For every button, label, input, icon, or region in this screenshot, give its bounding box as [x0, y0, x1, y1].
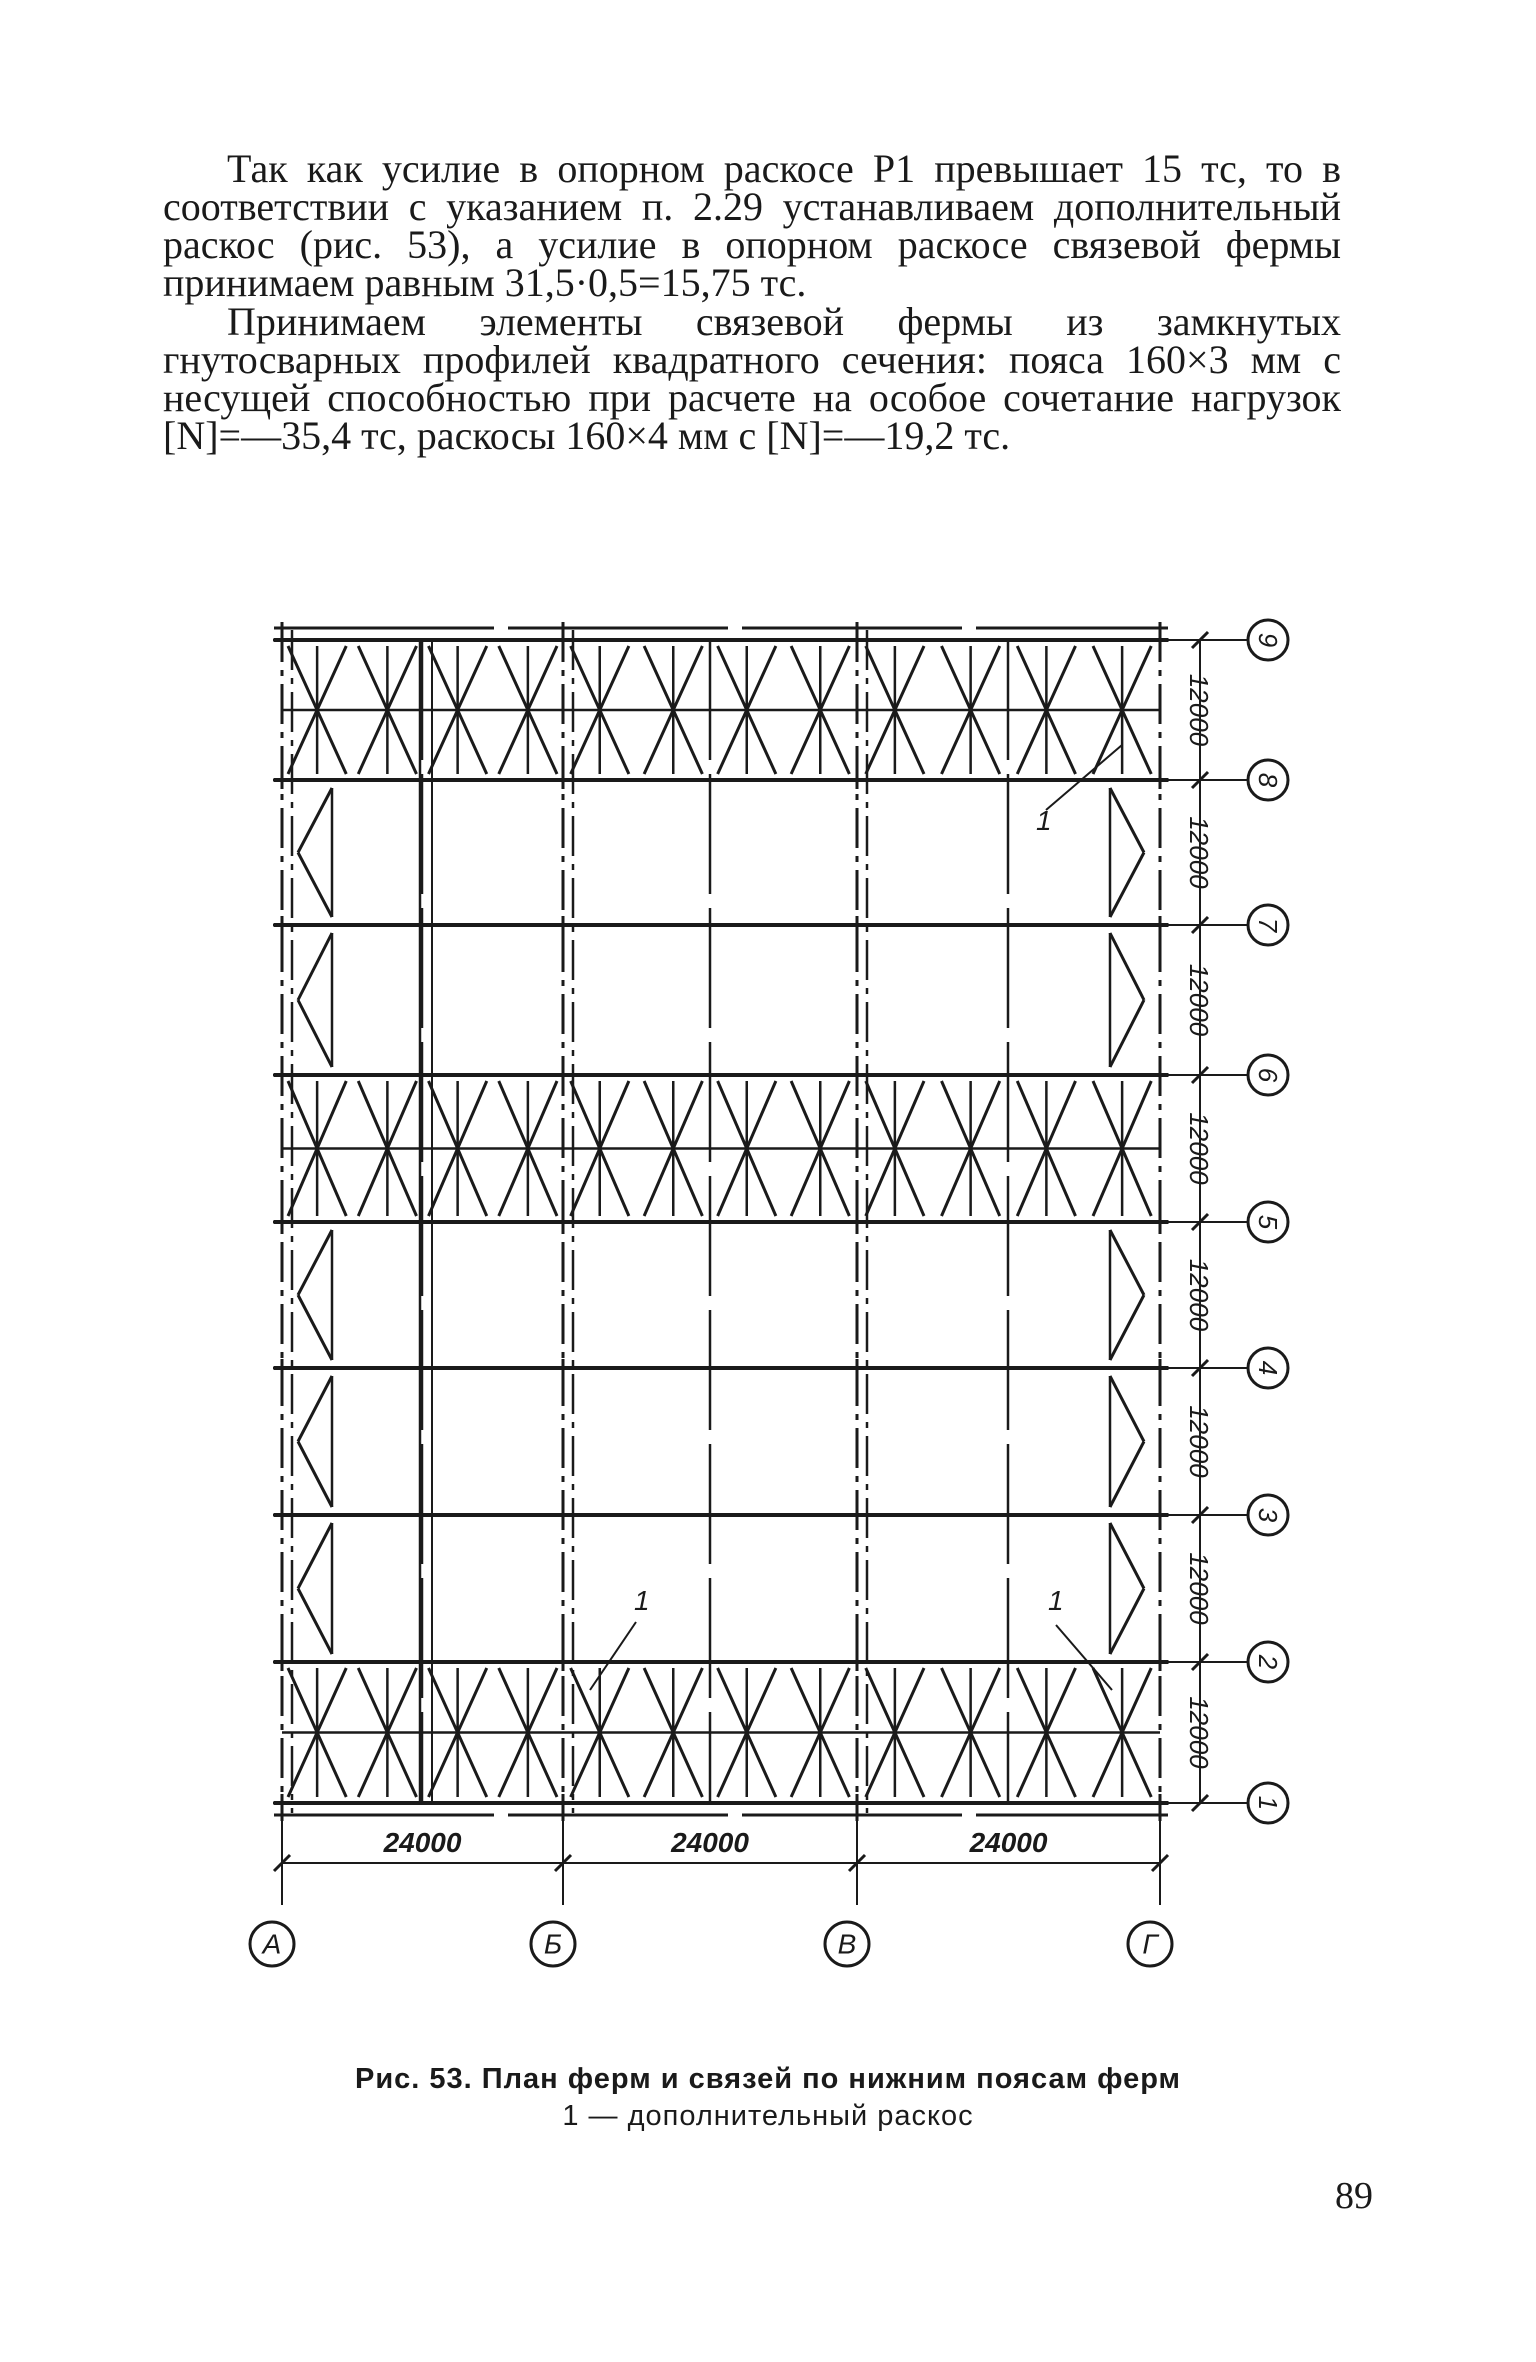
callout-leader	[1056, 1625, 1112, 1690]
bracing-middle-bay	[317, 1081, 346, 1149]
bracing-middle-bay	[895, 1149, 924, 1217]
row-span-label: 12000	[1184, 816, 1214, 889]
row-axis-label: 3	[1253, 1507, 1283, 1523]
bracing-end-bay-top	[1122, 646, 1151, 710]
bracing-end-bay-bottom	[1093, 1668, 1122, 1733]
bracing-end-bay-top	[1122, 710, 1151, 774]
bracing-middle-bay	[358, 1149, 387, 1217]
bracing-end-bay-top	[820, 646, 849, 710]
column-span-label: 24000	[671, 1827, 749, 1858]
bracing-end-bay-bottom	[673, 1668, 702, 1733]
row-span-label: 12000	[1184, 1405, 1214, 1478]
bracing-end-bay-bottom	[1017, 1668, 1046, 1733]
bracing-end-bay-top	[600, 646, 629, 710]
row-axis-label: 9	[1253, 632, 1283, 648]
paragraph-1: Так как усилие в опорном раскосе P1 превышает 15 тс, то в соответствии с указанием п. 2.29 устанавливаем дополнительный раскос (рис. 53), а усилие в опорном раскосе связевой фермы принимаем равным 31,5·0,5=15,75 тс.	[163, 146, 1341, 305]
column-axis-label: А	[262, 1928, 282, 1960]
side-truss-right	[1110, 1295, 1144, 1360]
bracing-end-bay-top	[1017, 710, 1046, 774]
bracing-end-bay-bottom	[718, 1668, 747, 1733]
bracing-end-bay-top	[718, 646, 747, 710]
bracing-end-bay-top	[358, 646, 387, 710]
bracing-end-bay-top	[942, 710, 971, 774]
bracing-middle-bay	[1017, 1149, 1046, 1217]
side-truss-right	[1110, 1523, 1144, 1589]
bracing-end-bay-bottom	[971, 1668, 1000, 1733]
bracing-end-bay-top	[1046, 646, 1075, 710]
row-axis-label: 5	[1253, 1214, 1283, 1230]
bracing-end-bay-top	[971, 710, 1000, 774]
side-truss-left	[298, 1589, 332, 1655]
bracing-middle-bay	[942, 1081, 971, 1149]
bracing-end-bay-top	[528, 710, 557, 774]
bracing-middle-bay	[1046, 1081, 1075, 1149]
bracing-end-bay-bottom	[791, 1733, 820, 1798]
bracing-end-bay-bottom	[499, 1733, 528, 1798]
bracing-middle-bay	[820, 1081, 849, 1149]
side-truss-right	[1110, 1589, 1144, 1655]
bracing-end-bay-top	[458, 646, 487, 710]
bracing-middle-bay	[499, 1149, 528, 1217]
bracing-end-bay-top	[895, 710, 924, 774]
row-span-label: 12000	[1184, 1696, 1214, 1769]
bracing-end-bay-top	[644, 710, 673, 774]
side-truss-left	[298, 1523, 332, 1589]
bracing-middle-bay	[747, 1149, 776, 1217]
bracing-end-bay-top	[673, 710, 702, 774]
column-axis-label: В	[837, 1928, 857, 1960]
bracing-middle-bay	[820, 1149, 849, 1217]
bracing-end-bay-bottom	[820, 1668, 849, 1733]
bracing-end-bay-bottom	[528, 1668, 557, 1733]
side-truss-left	[298, 788, 332, 853]
bracing-end-bay-top	[528, 646, 557, 710]
bracing-end-bay-top	[971, 646, 1000, 710]
bracing-end-bay-bottom	[458, 1668, 487, 1733]
bracing-end-bay-bottom	[1017, 1733, 1046, 1798]
side-truss-left	[298, 853, 332, 918]
bracing-end-bay-bottom	[866, 1668, 895, 1733]
bracing-end-bay-bottom	[317, 1668, 346, 1733]
bracing-middle-bay	[387, 1081, 416, 1149]
bracing-middle-bay	[644, 1081, 673, 1149]
row-axis-label: 7	[1253, 917, 1283, 933]
bracing-middle-bay	[673, 1081, 702, 1149]
bracing-end-bay-top	[1046, 710, 1075, 774]
bracing-end-bay-top	[866, 646, 895, 710]
bracing-end-bay-top	[820, 710, 849, 774]
bracing-end-bay-bottom	[571, 1733, 600, 1798]
bracing-end-bay-bottom	[971, 1733, 1000, 1798]
bracing-end-bay-top	[866, 710, 895, 774]
bracing-end-bay-top	[499, 646, 528, 710]
bracing-middle-bay	[791, 1149, 820, 1217]
bracing-middle-bay	[317, 1149, 346, 1217]
bracing-end-bay-top	[387, 646, 416, 710]
bracing-middle-bay	[718, 1149, 747, 1217]
bracing-end-bay-bottom	[644, 1668, 673, 1733]
bracing-middle-bay	[1017, 1081, 1046, 1149]
row-span-label: 12000	[1184, 673, 1214, 747]
bracing-end-bay-bottom	[571, 1668, 600, 1733]
bracing-end-bay-bottom	[718, 1733, 747, 1798]
bracing-middle-bay	[971, 1081, 1000, 1149]
bracing-middle-bay	[791, 1081, 820, 1149]
row-axis-label: 1	[1253, 1795, 1283, 1811]
bracing-middle-bay	[1093, 1149, 1122, 1217]
bracing-middle-bay	[528, 1081, 557, 1149]
bracing-end-bay-bottom	[1122, 1733, 1151, 1798]
side-truss-right	[1110, 788, 1144, 853]
bracing-middle-bay	[600, 1149, 629, 1217]
bracing-end-bay-bottom	[942, 1733, 971, 1798]
paragraph-2: Принимаем элементы связевой фермы из замкнутых гнутосварных профилей квадратного сечения: пояса 160×3 мм с несущей способностью при расчете на особое сочетание нагрузок [N]=—35,4 тс, раскосы 160×4 мм с [N]=—19,2 тс.	[163, 299, 1341, 458]
bracing-end-bay-top	[673, 646, 702, 710]
side-truss-right	[1110, 933, 1144, 1000]
side-truss-left	[298, 1442, 332, 1508]
bracing-end-bay-bottom	[1122, 1668, 1151, 1733]
bracing-end-bay-top	[387, 710, 416, 774]
bracing-end-bay-bottom	[528, 1733, 557, 1798]
bracing-middle-bay	[1046, 1149, 1075, 1217]
side-truss-right	[1110, 853, 1144, 918]
bracing-end-bay-top	[458, 710, 487, 774]
row-axis-label: 6	[1253, 1067, 1283, 1083]
bracing-end-bay-bottom	[644, 1733, 673, 1798]
callout-label: 1	[1048, 1585, 1064, 1616]
bracing-end-bay-bottom	[1093, 1733, 1122, 1798]
side-truss-right	[1110, 1442, 1144, 1508]
bracing-middle-bay	[673, 1149, 702, 1217]
side-truss-right	[1110, 1230, 1144, 1295]
bracing-end-bay-top	[1093, 646, 1122, 710]
bracing-end-bay-bottom	[895, 1668, 924, 1733]
bracing-end-bay-bottom	[791, 1668, 820, 1733]
row-axis-label: 2	[1253, 1654, 1283, 1670]
bracing-end-bay-bottom	[866, 1733, 895, 1798]
bracing-middle-bay	[1093, 1081, 1122, 1149]
bracing-end-bay-top	[571, 646, 600, 710]
callout-label: 1	[1036, 805, 1052, 836]
bracing-end-bay-top	[747, 710, 776, 774]
bracing-end-bay-bottom	[942, 1668, 971, 1733]
bracing-end-bay-bottom	[1046, 1733, 1075, 1798]
bracing-middle-bay	[358, 1081, 387, 1149]
bracing-end-bay-top	[1093, 710, 1122, 774]
bracing-middle-bay	[1122, 1081, 1151, 1149]
row-span-label: 12000	[1184, 1112, 1214, 1185]
column-span-label: 24000	[969, 1827, 1048, 1858]
side-truss-left	[298, 1000, 332, 1067]
bracing-middle-bay	[971, 1149, 1000, 1217]
page-number: 89	[1335, 2175, 1373, 2217]
bracing-middle-bay	[458, 1081, 487, 1149]
bracing-end-bay-top	[600, 710, 629, 774]
bracing-middle-bay	[499, 1081, 528, 1149]
callout-leader	[590, 1622, 636, 1690]
bracing-end-bay-bottom	[895, 1733, 924, 1798]
bracing-end-bay-bottom	[600, 1733, 629, 1798]
bracing-end-bay-top	[644, 646, 673, 710]
callout-label: 1	[634, 1585, 650, 1616]
row-axis-label: 4	[1253, 1360, 1283, 1376]
bracing-middle-bay	[458, 1149, 487, 1217]
side-truss-left	[298, 933, 332, 1000]
bracing-end-bay-top	[571, 710, 600, 774]
row-axis-label: 8	[1253, 772, 1283, 788]
bracing-end-bay-top	[791, 710, 820, 774]
row-span-label: 12000	[1184, 1258, 1214, 1332]
axis-markers	[250, 620, 1288, 1966]
figure-legend: 1 — дополнительный раскос	[562, 2100, 974, 2132]
side-truss-left	[298, 1230, 332, 1295]
bracing-end-bay-bottom	[358, 1733, 387, 1798]
bracing-end-bay-top	[317, 710, 346, 774]
bracing-end-bay-top	[895, 646, 924, 710]
bracing-middle-bay	[747, 1081, 776, 1149]
bracing-end-bay-bottom	[387, 1668, 416, 1733]
bracing-end-bay-bottom	[387, 1733, 416, 1798]
bracing-middle-bay	[571, 1149, 600, 1217]
bracing-end-bay-bottom	[1046, 1668, 1075, 1733]
bracing-middle-bay	[866, 1081, 895, 1149]
bracing-middle-bay	[571, 1081, 600, 1149]
bracing-end-bay-top	[791, 646, 820, 710]
bracing-end-bay-top	[942, 646, 971, 710]
bracing-end-bay-bottom	[600, 1668, 629, 1733]
column-axis-label: Б	[543, 1928, 563, 1960]
bracing-middle-bay	[387, 1149, 416, 1217]
bracing-end-bay-bottom	[358, 1668, 387, 1733]
row-span-label: 12000	[1184, 1552, 1214, 1625]
bracing-end-bay-top	[499, 710, 528, 774]
bracing-end-bay-top	[358, 710, 387, 774]
bracing-middle-bay	[528, 1149, 557, 1217]
column-span-label: 24000	[383, 1827, 462, 1858]
bracing-end-bay-bottom	[747, 1668, 776, 1733]
plan-frame	[273, 622, 1169, 1821]
bracing-middle-bay	[1122, 1149, 1151, 1217]
bracing-middle-bay	[718, 1081, 747, 1149]
side-truss-right	[1110, 1000, 1144, 1067]
row-span-label: 12000	[1184, 963, 1214, 1037]
bracing-middle-bay	[942, 1149, 971, 1217]
column-axis-label: Г	[1142, 1928, 1158, 1960]
bracing-end-bay-bottom	[673, 1733, 702, 1798]
bracing-end-bay-bottom	[820, 1733, 849, 1798]
bracing-middle-bay	[644, 1149, 673, 1217]
bracing-end-bay-bottom	[458, 1733, 487, 1798]
bracing-end-bay-bottom	[317, 1733, 346, 1798]
figure-caption: Рис. 53. План ферм и связей по нижним поясам ферм	[355, 2063, 1181, 2095]
side-truss-right	[1110, 1376, 1144, 1442]
bracing-end-bay-top	[1017, 646, 1046, 710]
side-truss-left	[298, 1295, 332, 1360]
bracing-end-bay-top	[747, 646, 776, 710]
bracing-middle-bay	[895, 1081, 924, 1149]
bracing-end-bay-bottom	[499, 1668, 528, 1733]
side-truss-left	[298, 1376, 332, 1442]
bracing-middle-bay	[600, 1081, 629, 1149]
bracing-end-bay-top	[317, 646, 346, 710]
bracing-end-bay-top	[718, 710, 747, 774]
bracing-middle-bay	[866, 1149, 895, 1217]
bracing-end-bay-bottom	[747, 1733, 776, 1798]
